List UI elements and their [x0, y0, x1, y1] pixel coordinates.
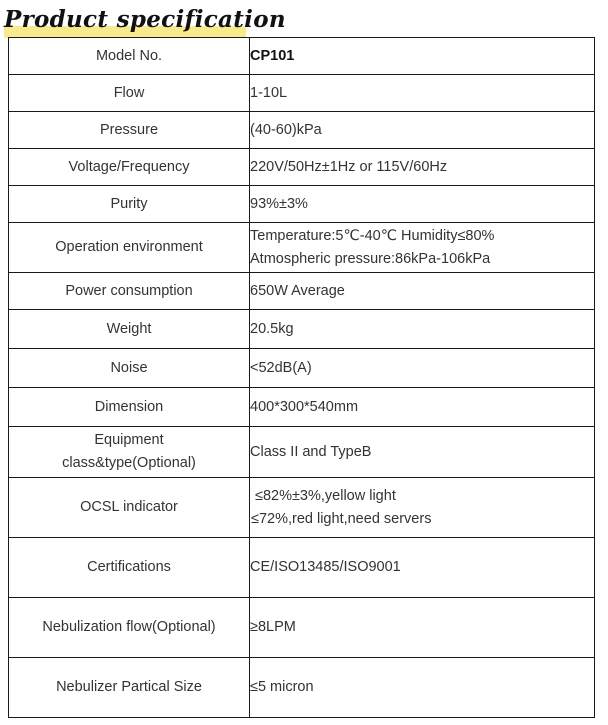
- value-certifications: CE/ISO13485/ISO9001: [250, 538, 595, 598]
- value-temperature-humidity: Temperature:5℃-40℃ Humidity≤80%: [250, 227, 495, 244]
- value-weight: 20.5kg: [250, 310, 595, 349]
- label-equipment-line2: class&type(Optional): [62, 455, 196, 471]
- table-row: [9, 538, 595, 598]
- label-nebulizer-particle-size: Nebulizer Partical Size: [9, 658, 250, 718]
- label-power-consumption: Power consumption: [9, 273, 250, 310]
- label-model-no: Model No.: [9, 38, 250, 75]
- label-voltage-frequency: Voltage/Frequency: [9, 149, 250, 186]
- table-row: [9, 349, 595, 388]
- value-noise: <52dB(A): [250, 349, 595, 388]
- value-ocsl-red: ≤72%,red light,need servers: [251, 510, 432, 527]
- label-ocsl-indicator: OCSL indicator: [9, 478, 250, 538]
- value-equipment-class-type: Class II and TypeB: [250, 427, 595, 478]
- value-power-consumption: 650W Average: [250, 273, 595, 310]
- table-row: [9, 112, 595, 149]
- value-ocsl-indicator: [250, 478, 595, 538]
- page-title: Product specification: [4, 6, 286, 33]
- label-noise: Noise: [9, 349, 250, 388]
- value-voltage-frequency: 220V/50Hz±1Hz or 115V/60Hz: [250, 149, 595, 186]
- label-equipment-line1: Equipment: [94, 432, 164, 448]
- label-equipment-class-type: [9, 427, 250, 478]
- table-row: [9, 310, 595, 349]
- label-pressure: Pressure: [9, 112, 250, 149]
- table-row: [9, 149, 595, 186]
- table-row: [9, 598, 595, 658]
- value-flow: 1-10L: [250, 75, 595, 112]
- value-nebulization-flow: ≥8LPM: [250, 598, 595, 658]
- label-nebulization-flow: Nebulization flow(Optional): [9, 598, 250, 658]
- title-block: [4, 6, 286, 36]
- label-purity: Purity: [9, 186, 250, 223]
- table-row: [9, 388, 595, 427]
- value-atmospheric-pressure: Atmospheric pressure:86kPa-106kPa: [250, 250, 491, 267]
- label-dimension: Dimension: [9, 388, 250, 427]
- table-row: [9, 658, 595, 718]
- spec-table: [8, 37, 595, 718]
- value-pressure: (40-60)kPa: [250, 112, 595, 149]
- table-row: [9, 427, 595, 478]
- label-weight: Weight: [9, 310, 250, 349]
- label-flow: Flow: [9, 75, 250, 112]
- value-nebulizer-particle-size: ≤5 micron: [250, 658, 595, 718]
- table-row: [9, 273, 595, 310]
- table-row: [9, 186, 595, 223]
- table-row: [9, 223, 595, 273]
- label-operation-environment: Operation environment: [9, 223, 250, 273]
- value-purity: 93%±3%: [250, 186, 595, 223]
- table-row: [9, 75, 595, 112]
- value-dimension: 400*300*540mm: [250, 388, 595, 427]
- table-row: [9, 38, 595, 75]
- label-certifications: Certifications: [9, 538, 250, 598]
- table-row: [9, 478, 595, 538]
- value-ocsl-yellow: ≤82%±3%,yellow light: [255, 487, 396, 504]
- value-model-no: CP101: [250, 47, 295, 64]
- value-operation-environment: [250, 223, 595, 273]
